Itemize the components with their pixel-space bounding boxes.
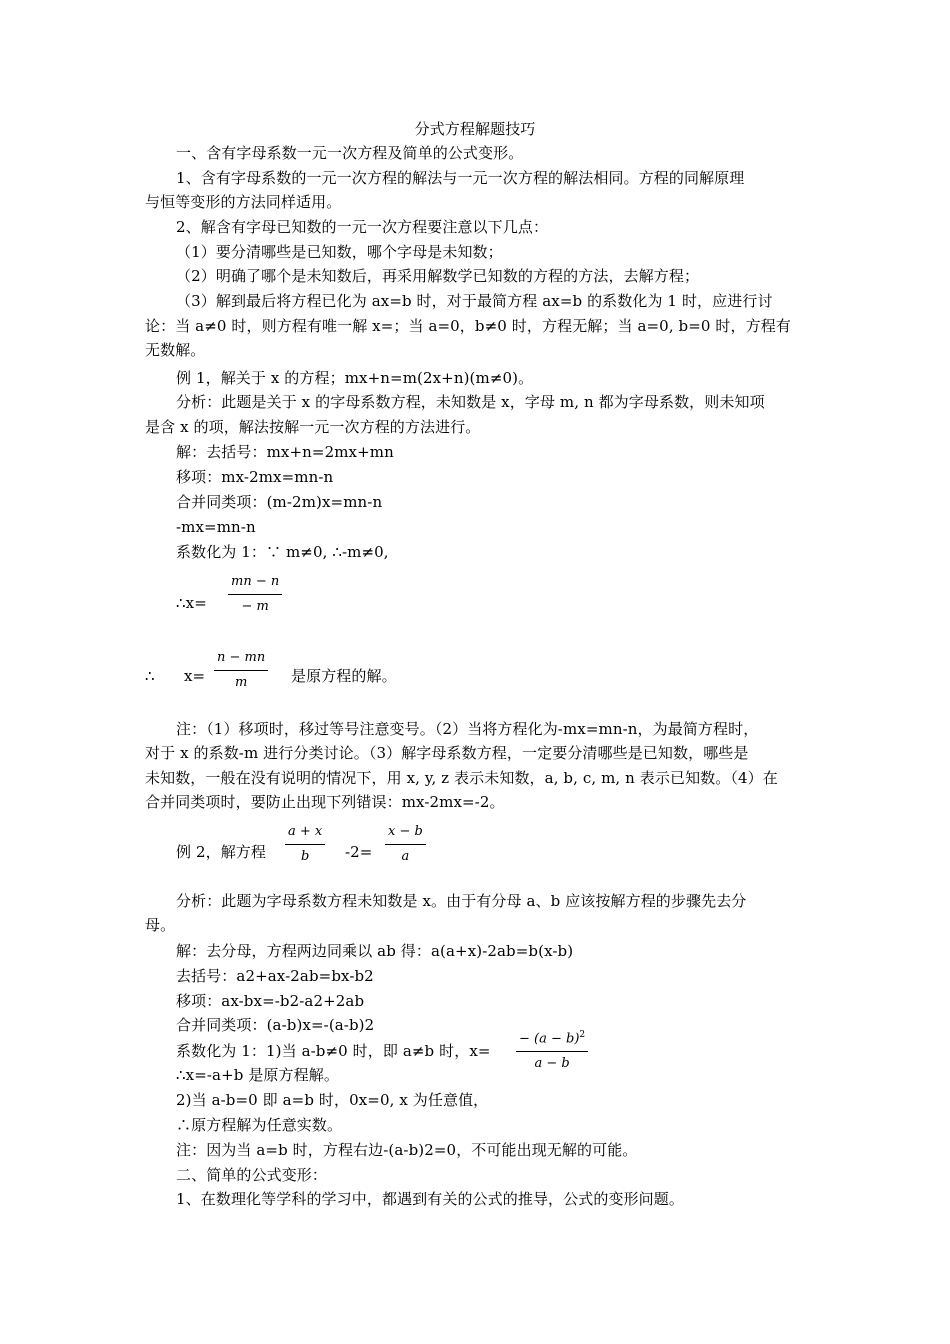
fraction-result-1 xyxy=(228,573,282,616)
result-2-suffix: 是原方程的解。 xyxy=(291,667,397,685)
solution-1-step-1: 解：去括号：mx+n=2mx+mn xyxy=(176,443,394,461)
fraction-numerator: x − b xyxy=(388,824,423,839)
fraction-denominator: a − b xyxy=(534,1056,570,1072)
solution-2-step-4: 合并同类项：(a-b)x=-(a-b)2 xyxy=(176,1016,375,1034)
note-1-line-4: 合并同类项时，要防止出现下列错误：mx-2mx=-2。 xyxy=(145,793,505,811)
fraction-bar xyxy=(228,594,282,595)
fraction-bar xyxy=(385,844,426,845)
note-2: 注：因为当 a=b 时，方程右边-(a-b)2=0，不可能出现无解的可能。 xyxy=(176,1141,638,1159)
fraction-example-2-right xyxy=(385,823,426,866)
solution-2-step-1: 解：去分母，方程两边同乘以 ab 得：a(a+x)-2ab=b(x-b) xyxy=(176,942,574,960)
fraction-numerator: n − mn xyxy=(217,650,266,665)
fraction-numerator-exponent: 2 xyxy=(579,1030,586,1040)
page-title: 分式方程解题技巧 xyxy=(414,120,536,138)
result-2-prefix: ∴ xyxy=(145,667,155,685)
solution-2-step-6: ∴x=-a+b 是原方程解。 xyxy=(176,1066,339,1084)
section-heading-1: 一、含有字母系数一元一次方程及简单的公式变形。 xyxy=(176,144,524,162)
solution-2-step-2: 去括号：a2+ax-2ab=bx-b2 xyxy=(176,967,374,985)
note-1-line-2: 对于 x 的系数-m 进行分类讨论。（3）解字母系数方程，一定要分清哪些是已知数，哪些是 xyxy=(145,744,749,762)
paragraph-1-line-1: 1、含有字母系数的一元一次方程的解法与一元一次方程的解法相同。方程的同解原理 xyxy=(176,169,745,187)
paragraph-1-line-2: 与恒等变形的方法同样适用。 xyxy=(145,193,342,211)
list-item-1: （1）要分清哪些是已知数，哪个字母是未知数； xyxy=(176,243,503,261)
solution-2-step-5: 系数化为 1：1)当 a-b≠0 时，即 a≠b 时，x= xyxy=(176,1042,491,1060)
result-2-x: x= xyxy=(184,667,206,685)
fraction-bar xyxy=(285,844,325,845)
paragraph-2: 2、解含有字母已知数的一元一次方程要注意以下几点： xyxy=(176,218,549,236)
solution-2-step-8: ∴原方程解为任意实数。 xyxy=(176,1116,343,1134)
fraction-result-2 xyxy=(214,649,268,692)
fraction-denominator: m xyxy=(234,675,248,690)
fraction-numerator xyxy=(516,1026,588,1048)
solution-2-step-7: 2)当 a-b=0 即 a=b 时，0x=0, x 为任意值， xyxy=(176,1091,489,1109)
solution-1-step-5: 系数化为 1：∵ m≠0, ∴-m≠0, xyxy=(176,543,389,561)
fraction-numerator: a + x xyxy=(288,824,323,839)
fraction-example-2-left xyxy=(285,823,325,866)
analysis-1-line-1: 分析：此题是关于 x 的字母系数方程，未知数是 x，字母 m, n 都为字母系数，则未知项 xyxy=(176,393,765,411)
fraction-bar xyxy=(516,1051,588,1052)
analysis-2-line-1: 分析：此题为字母系数方程未知数是 x。由于有分母 a、b 应该按解方程的步骤先去分 xyxy=(176,892,747,910)
list-item-2: （2）明确了哪个是未知数后，再采用解数学已知数的方程的方法，去解方程； xyxy=(176,267,700,285)
fraction-denominator: − m xyxy=(241,599,269,614)
paragraph-3: 1、在数理化等学科的学习中，都遇到有关的公式的推导，公式的变形问题。 xyxy=(176,1190,684,1208)
fraction-numerator-base: − (a − b) xyxy=(519,1031,580,1047)
note-1-line-1: 注：（1）移项时，移过等号注意变号。（2）当将方程化为-mx=mn-n，为最简方程时， xyxy=(176,720,759,738)
solution-1-step-2: 移项：mx-2mx=mn-n xyxy=(176,468,334,486)
analysis-2-line-2: 母。 xyxy=(145,916,176,934)
example-1: 例 1，解关于 x 的方程；mx+n=m(2x+n)(m≠0)。 xyxy=(176,369,534,387)
solution-1-step-4: -mx=mn-n xyxy=(176,518,256,536)
example-2-prefix: 例 2，解方程 xyxy=(176,843,267,861)
list-item-3-line-1: （3）解到最后将方程已化为 ax=b 时，对于最简方程 ax=b 的系数化为 1 时，应进行讨 xyxy=(176,292,773,310)
fraction-bar xyxy=(214,670,268,671)
solution-2-step-3: 移项：ax-bx=-b2-a2+2ab xyxy=(176,992,365,1010)
example-2-middle: -2= xyxy=(345,843,373,861)
analysis-1-line-2: 是含 x 的项，解法按解一元一次方程的方法进行。 xyxy=(145,418,481,436)
list-item-3-line-3: 无数解。 xyxy=(145,341,206,359)
list-item-3-line-2: 论：当 a≠0 时，则方程有唯一解 x=；当 a=0，b≠0 时，方程无解；当 a=0, b=0 时，方程有 xyxy=(145,317,791,335)
fraction-denominator: b xyxy=(300,849,310,864)
result-1-prefix: ∴x= xyxy=(176,594,207,612)
fraction-numerator: mn − n xyxy=(231,574,280,589)
section-heading-2: 二、简单的公式变形： xyxy=(176,1166,328,1184)
fraction-denominator: a xyxy=(401,849,410,864)
note-1-line-3: 未知数，一般在没有说明的情况下，用 x, y, z 表示未知数，a, b, c, m, n 表示已知数。（4）在 xyxy=(145,769,778,787)
solution-1-step-3: 合并同类项：(m-2m)x=mn-n xyxy=(176,493,383,511)
